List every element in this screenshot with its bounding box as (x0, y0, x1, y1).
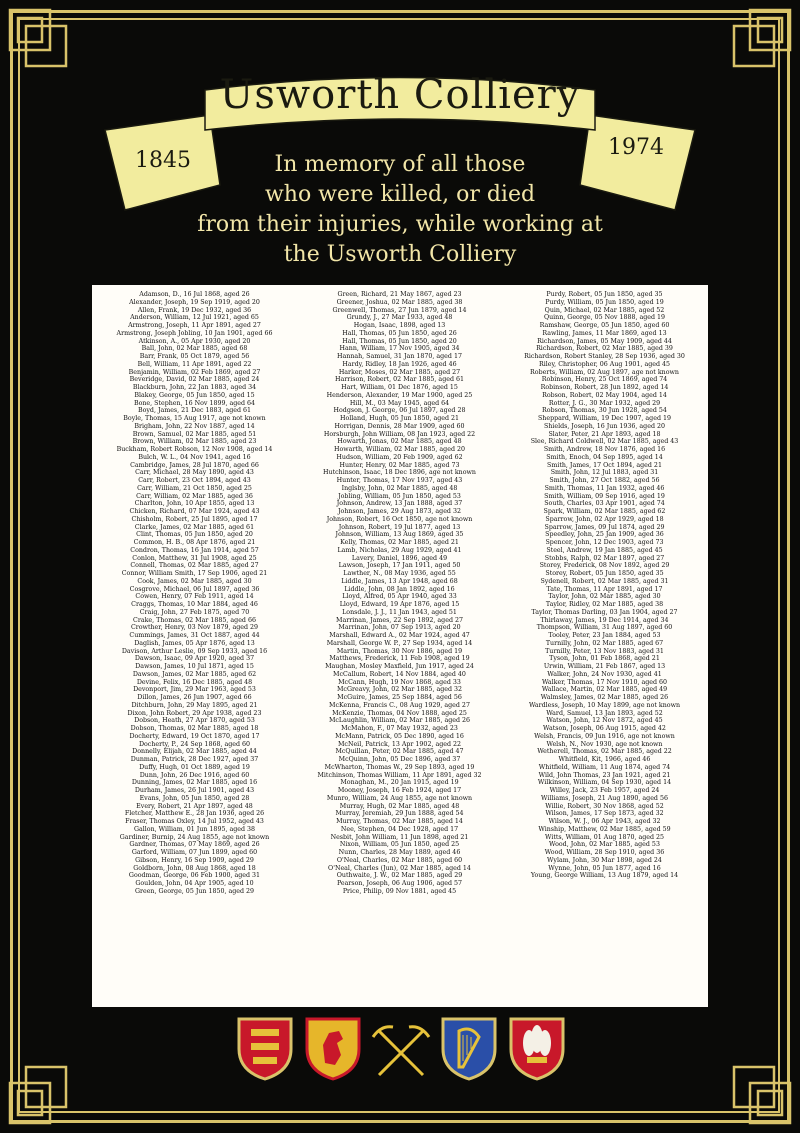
name-entry: Slee, Richard Coldwell, 02 Mar 1885, aged 43 (530, 438, 679, 446)
name-entry: Docherty, P., 24 Sep 1868, aged 60 (138, 740, 251, 748)
name-entry: Clarke, James, 02 Mar 1885, aged 61 (134, 523, 255, 531)
year-start: 1845 (135, 148, 191, 173)
name-entry: Martin, Thomas, 30 Nov 1886, aged 19 (336, 647, 463, 655)
name-entry: Chicken, Richard, 07 Mar 1924, aged 43 (129, 508, 260, 515)
name-entry: Smith, James, 17 Oct 1894, aged 21 (547, 461, 662, 469)
name-entry: Lawson, Joseph, 17 Jan 1911, aged 50 (338, 562, 461, 570)
name-entry: Murray, Jeremiah, 29 Jun 1888, aged 54 (335, 810, 464, 818)
name-entry: Witts, William, 01 Aug 1870, aged 25 (544, 833, 665, 841)
name-entry: Marrinan, James, 22 Sep 1892, aged 27 (336, 616, 463, 624)
name-entry: Brown, William, 02 Mar 1885, aged 23 (132, 438, 257, 446)
wales-feathers-crest-icon (507, 1015, 567, 1081)
name-entry: Quin, Michael, 02 Mar 1885, aged 52 (544, 306, 665, 314)
name-entry: Speedley, John, 25 Jan 1909, aged 36 (545, 531, 664, 539)
name-entry: Crake, Thomas, 02 Mar 1885, aged 66 (133, 616, 256, 624)
name-entry: Wallace, Martin, 02 Mar 1885, aged 49 (541, 686, 668, 694)
name-entry: Hunter, Thomas, 17 Nov 1937, aged 43 (336, 477, 463, 484)
name-entry: Mitchinson, Thomas William, 11 Apr 1891, aged 32 (317, 771, 482, 779)
name-entry: McMann, Patrick, 05 Dec 1890, aged 16 (335, 732, 464, 740)
name-entry: Robinson, Robert, 28 Jun 1892, aged 14 (540, 384, 669, 391)
name-entry: Blakey, George, 05 Jun 1850, aged 15 (134, 391, 255, 399)
name-entry: Allen, Frank, 19 Dec 1932, aged 36 (137, 306, 252, 314)
name-entry: Holland, Hugh, 05 Jun 1850, aged 21 (339, 415, 460, 422)
name-entry: Hudson, William, 20 Feb 1909, aged 62 (336, 453, 463, 461)
name-entry: Grundy, J., 27 Mar 1933, aged 48 (346, 314, 453, 322)
name-entry: Steel, Andrew, 19 Jan 1885, aged 45 (546, 546, 663, 554)
names-column-1 (92, 291, 297, 896)
name-entry: Dobson, Thomas, 02 Mar 1885, aged 18 (130, 725, 259, 732)
name-entry: Stobbs, Ralph, 02 Mar 1897, aged 27 (544, 554, 665, 562)
name-entry: Green, Richard, 21 May 1867, aged 23 (337, 291, 462, 298)
name-entry: Green, George, 05 Jun 1850, aged 29 (134, 887, 255, 895)
name-entry: Lonsdale, J. J., 11 Jan 1943, aged 51 (342, 608, 457, 616)
name-entry: Turnilly, John, 02 Mar 1885, aged 67 (545, 639, 664, 647)
name-entry: Hall, Thomas, 05 Jun 1850, aged 20 (342, 337, 457, 345)
name-entry: Ramshaw, George, 05 Jun 1850, aged 60 (539, 322, 670, 329)
name-entry: Dixon, John Robert, 29 Apr 1938, aged 23 (127, 709, 262, 717)
name-entry: Tyson, John, 01 Feb 1868, aged 21 (549, 655, 660, 663)
name-entry: Hunter, Henry, 02 Mar 1885, aged 73 (339, 461, 460, 469)
name-entry: Wilkinson, William, 04 Sep 1930, aged 14 (537, 779, 672, 787)
name-entry: Bell, William, 11 Apr 1891, aged 22 (137, 360, 252, 368)
name-entry: Davison, Arthur Leslie, 09 Sep 1933, aged 16 (121, 647, 268, 655)
name-entry: Greener, Joshua, 02 Mar 1885, aged 38 (336, 298, 463, 306)
name-entry: Price, Philip, 09 Nov 1881, aged 45 (342, 887, 457, 895)
ireland-harp-crest-icon (439, 1015, 499, 1081)
name-entry: Lamb, Nicholas, 29 Aug 1929, aged 41 (337, 546, 462, 554)
name-entry: Bulch, W. L., 04 Nov 1941, aged 16 (138, 453, 251, 461)
name-entry: Storey, Robert, 05 Jun 1850, aged 35 (545, 570, 664, 577)
name-entry: Murray, Thomas, 02 Mar 1885, aged 14 (336, 818, 463, 825)
name-entry: Armstrong, Joseph, 11 Apr 1891, aged 27 (128, 322, 261, 329)
name-entry: Matthews, Frederick, 11 Feb 1908, aged 19 (329, 655, 470, 663)
name-entry: Wood, John, 02 Mar 1885, aged 53 (549, 841, 660, 849)
name-entry: Carr, William, 02 Mar 1885, aged 36 (136, 492, 253, 500)
name-entry: Rotter, J. G., 30 Mar 1932, aged 29 (548, 399, 661, 407)
name-entry: Taylor, John, 02 Mar 1885, aged 30 (548, 593, 661, 601)
name-entry: Outhwaite, J. W., 02 Mar 1885, aged 29 (336, 872, 463, 880)
scotland-crest-icon (303, 1015, 363, 1081)
name-entry: Harrison, Robert, 02 Mar 1885, aged 61 (334, 376, 464, 384)
name-entry: Clint, Thomas, 05 Jun 1850, aged 20 (136, 531, 253, 539)
names-column-2 (297, 291, 502, 896)
name-entry: Alexander, Joseph, 19 Sep 1919, aged 20 (129, 298, 260, 306)
name-entry: Dobson, Heath, 27 Apr 1870, aged 53 (134, 717, 255, 725)
memorial-line: In memory of all those (274, 152, 526, 177)
name-entry: Walker, John, 24 Nov 1930, aged 41 (547, 670, 662, 678)
name-entry: Wardless, Joseph, 10 May 1899, age not known (528, 701, 681, 709)
name-entry: Goodman, George, 06 Feb 1900, aged 31 (128, 872, 261, 880)
name-entry: Dunn, John, 26 Dec 1916, aged 60 (139, 771, 250, 779)
name-entry: Craig, John, 27 Feb 1875, aged 70 (139, 608, 250, 616)
name-entry: Lloyd, Edward, 19 Apr 1876, aged 15 (339, 601, 460, 608)
name-entry: Cowen, Henry, 07 Feb 1911, aged 14 (135, 593, 254, 601)
corner-knot-icon (6, 6, 70, 70)
name-entry: Marshall, Edward A., 02 Mar 1924, aged 47 (329, 632, 470, 639)
name-entry: Wild, John Thomas, 23 Jan 1921, aged 21 (538, 771, 671, 779)
name-entry: Wynne, John, 05 Jun 1877, aged 16 (548, 864, 661, 872)
name-entry: McGreavy, John, 02 Mar 1885, aged 32 (336, 686, 463, 694)
name-entry: McQuinn, John, 05 Dec 1896, aged 37 (338, 756, 461, 763)
name-entry: Monaghan, M., 20 Jan 1915, aged 19 (340, 779, 459, 787)
name-entry: McGuire, James, 25 Sep 1884, aged 56 (337, 694, 462, 701)
name-entry: Spark, William, 02 Mar 1885, aged 62 (543, 508, 666, 515)
name-entry: Anderson, William, 12 Jul 1921, aged 65 (130, 314, 259, 322)
name-entry: Charlton, John, 10 Apr 1855, aged 13 (134, 500, 255, 508)
name-entry: Purdy, William, 05 Jun 1850, aged 19 (545, 298, 664, 306)
name-entry: McMahon, F., 07 May 1932, aged 23 (341, 725, 458, 732)
page-title: Usworth Colliery (219, 72, 581, 118)
name-entry: Smith, John, 12 Jul 1883, aged 31 (550, 469, 659, 477)
name-entry: Robson, Robert, 02 May 1904, aged 14 (542, 391, 667, 399)
name-entry: Sparrow, James, 09 Jul 1874, aged 29 (544, 523, 665, 531)
name-entry: Johnson, Robert, 19 Jul 1877, aged 13 (338, 523, 461, 531)
name-entry: Carr, Robert, 23 Oct 1894, aged 43 (138, 477, 251, 484)
name-entry: Kelly, Thomas, 02 Mar 1885, aged 21 (340, 539, 459, 546)
memorial-text (150, 150, 650, 270)
name-entry: Fletcher, Matthew E., 28 Jan 1936, aged 26 (124, 810, 265, 818)
name-entry: Shields, Joseph, 16 Jun 1936, aged 20 (544, 422, 665, 430)
name-entry: Smith, William, 09 Sep 1916, aged 19 (544, 492, 665, 500)
name-entry: Duffy, Hugh, 01 Oct 1889, aged 19 (139, 763, 250, 771)
name-entry: Atkinson, A., 05 Apr 1930, aged 20 (138, 337, 251, 345)
name-entry: Hutchinson, Isaac, 18 Dec 1896, age not known (323, 469, 476, 477)
names-panel (92, 285, 708, 1007)
name-entry: McKenna, Francis C., 08 Aug 1929, aged 27 (329, 701, 470, 709)
name-entry: Young, George William, 13 Aug 1879, aged 14 (530, 872, 679, 880)
name-entry: Tooley, Peter, 23 Jan 1884, aged 53 (548, 632, 661, 639)
name-entry: Mooney, Joseph, 16 Feb 1924, aged 17 (337, 787, 462, 794)
name-entry: Hogan, Isaac, 1898, aged 13 (353, 322, 446, 329)
name-entry: Rawling, James, 11 Mar 1869, aged 13 (542, 329, 667, 337)
name-entry: Nixon, William, 05 Jun 1850, aged 25 (339, 841, 460, 849)
name-entry: Greenwell, Thomas, 27 Jun 1879, aged 14 (332, 306, 467, 314)
name-entry: Goulden, John, 04 Apr 1905, aged 10 (135, 880, 254, 887)
name-entry: Brigham, John, 22 Nov 1887, aged 14 (134, 422, 255, 430)
name-entry: Robinson, Henry, 25 Oct 1869, aged 74 (541, 376, 668, 384)
name-entry: Boyle, Thomas, 15 Aug 1917, age not known (123, 415, 266, 422)
name-entry: Taylor, Ridley, 02 Mar 1885, aged 38 (545, 601, 664, 608)
name-entry: Marshall, George W. P., 27 Sep 1934, aged 14 (326, 639, 473, 647)
crests-row (0, 1015, 800, 1085)
name-entry: Sheppard, William, 19 Dec 1907, aged 19 (537, 415, 671, 422)
name-entry: Lloyd, Alfred, 05 Apr 1940, aged 33 (342, 593, 457, 601)
name-entry: Every, Robert, 21 Apr 1897, aged 48 (136, 802, 253, 810)
name-entry: Ward, Samuel, 13 Jan 1893, aged 52 (546, 709, 663, 717)
name-entry: Smith, John, 27 Oct 1882, aged 56 (549, 477, 660, 484)
name-entry: Docherty, Edward, 19 Oct 1870, aged 17 (129, 732, 260, 740)
name-entry: Dunning, James, 02 Mar 1885, aged 16 (131, 779, 258, 787)
memorial-line: who were killed, or died (264, 182, 536, 207)
name-entry: Condron, Thomas, 16 Jan 1914, aged 57 (130, 546, 259, 554)
name-entry: Lavery, Daniel, 1896, aged 49 (351, 554, 448, 562)
name-entry: Gallon, William, 01 Jun 1895, aged 38 (133, 825, 256, 833)
name-entry: Fraser, Thomas Oxley, 14 Jul 1952, aged 43 (125, 818, 264, 825)
name-entry: Nunn, Charles, 28 May 1889, aged 46 (338, 849, 461, 856)
name-entry: Smith, Thomas, 11 Jan 1932, aged 46 (544, 484, 665, 492)
name-entry: Buckham, Robert Robson, 12 Nov 1908, aged 14 (116, 446, 273, 453)
name-entry: Dillon, James, 26 Jun 1907, aged 66 (137, 694, 252, 701)
name-entry: Taylor, Thomas Darling, 03 Jan 1904, aged 27 (531, 608, 678, 616)
memorial-line: the Usworth Colliery (283, 242, 517, 267)
name-entry: Boyd, James, 21 Dec 1883, aged 61 (137, 407, 252, 415)
name-entry: Pearson, Joseph, 06 Aug 1906, aged 57 (336, 880, 463, 887)
name-entry: Gibson, Henry, 16 Sep 1909, aged 29 (135, 856, 254, 864)
name-entry: Richardson, Robert, 02 Mar 1885, aged 39 (536, 345, 673, 353)
name-entry: Cambridge, James, 28 Jul 1870, aged 66 (130, 461, 259, 469)
names-column-3 (502, 291, 707, 880)
name-entry: Conlon, Matthew, 31 Jul 1908, aged 25 (132, 554, 257, 562)
name-entry: Richardson, James, 05 May 1909, aged 44 (537, 337, 672, 345)
name-entry: Whitfield, Kit, 1966, aged 46 (558, 756, 651, 763)
name-entry: Gardner, Thomas, 07 May 1869, aged 26 (129, 841, 260, 849)
name-entry: Bone, Stephen, 16 Nov 1899, aged 64 (133, 399, 256, 407)
name-entry: Inglsby, John, 02 Mar 1885, aged 48 (341, 484, 458, 492)
name-entry: O'Neal, Charles (Jun), 02 Mar 1885, aged 14 (328, 864, 471, 872)
name-entry: Sparrow, John, 02 Apr 1929, aged 18 (545, 515, 664, 523)
name-entry: Craggs, Thomas, 10 Mar 1884, aged 46 (131, 601, 258, 608)
name-entry: Riley, Christopher, 06 Aug 1901, aged 45 (538, 360, 671, 368)
name-entry: Beveridge, David, 02 Mar 1885, aged 24 (129, 376, 260, 384)
name-entry: Howarth, William, 02 Mar 1885, aged 20 (334, 446, 465, 453)
name-entry: Dunman, Patrick, 28 Dec 1927, aged 37 (130, 756, 259, 763)
name-entry: Wood, William, 28 Sep 1910, aged 36 (544, 849, 665, 856)
name-entry: Devonport, Jim, 29 Mar 1963, aged 53 (133, 686, 256, 694)
name-entry: Welsh, N., Nov 1930, age not known (546, 740, 663, 748)
name-entry: Willey, Jack, 23 Feb 1957, aged 24 (549, 787, 660, 794)
name-entry: Urwin, William, 21 Feb 1867, aged 13 (543, 663, 666, 670)
name-entry: McLaughlin, William, 02 Mar 1885, aged 26 (328, 717, 471, 725)
name-entry: Slater, Peter, 21 Apr 1893, aged 18 (548, 430, 661, 438)
name-entry: McCann, Hugh, 19 Nov 1868, aged 33 (338, 678, 461, 686)
name-entry: Armstrong, Joseph Jobling, 10 Jan 1901, aged 66 (116, 329, 273, 337)
name-entry: O'Neal, Charles, 02 Mar 1885, aged 60 (336, 856, 463, 864)
name-entry: Wylam, John, 30 Mar 1898, aged 24 (547, 856, 662, 864)
name-entry: Purdy, Robert, 05 Jun 1850, aged 35 (546, 291, 663, 298)
name-entry: Chisholm, Robert, 25 Jul 1895, aged 17 (131, 515, 258, 523)
name-entry: Thompson, William, 31 Aug 1897, aged 60 (536, 624, 673, 632)
name-entry: Liddle, James, 13 Apr 1948, aged 68 (341, 577, 458, 585)
name-entry: Hill, M., 03 May 1945, aged 64 (349, 399, 450, 407)
england-crest-icon (235, 1015, 295, 1081)
name-entry: Connor, William Smith, 17 Sep 1906, aged 21 (121, 570, 268, 577)
name-entry: Smith, Andrew, 18 Nov 1876, aged 16 (543, 446, 666, 453)
name-entry: Howarth, Jonas, 02 Mar 1885, aged 48 (337, 438, 462, 446)
name-entry: Horsburgh, John William, 08 Jan 1923, aged 22 (323, 430, 476, 438)
name-entry: Durham, James, 26 Jul 1901, aged 43 (134, 787, 255, 794)
name-entry: Hodgson, J. George, 06 Jul 1897, aged 28 (333, 407, 466, 415)
name-entry: Dawson, James, 10 Jul 1871, aged 15 (135, 663, 254, 670)
name-entry: McCallum, Robert, 14 Nov 1884, aged 40 (333, 670, 466, 678)
name-entry: Devine, Felix, 16 Dec 1885, aged 48 (136, 678, 253, 686)
name-entry: Whitfield, William, 11 Aug 1874, aged 74 (538, 763, 671, 771)
name-entry: Brown, Samuel, 02 Mar 1885, aged 51 (132, 430, 257, 438)
name-entry: Johnson, James, 29 Aug 1873, aged 32 (338, 508, 461, 515)
name-entry: Watson, Joseph, 06 Aug 1915, aged 42 (543, 725, 666, 732)
name-entry: Johnson, Andrew, 13 Jan 1888, aged 37 (336, 500, 463, 508)
name-entry: Benjamin, William, 02 Feb 1869, aged 27 (128, 368, 261, 376)
name-entry: Common, H. B., 08 Apr 1876, aged 21 (133, 539, 256, 546)
name-entry: Johnson, Robert, 16 Oct 1850, age not known (326, 515, 473, 523)
name-entry: South, Charles, 03 Apr 1901, aged 74 (544, 500, 665, 508)
name-entry: Dawson, James, 02 Mar 1885, aged 62 (132, 670, 257, 678)
name-entry: Horrigan, Dennis, 28 Mar 1909, aged 60 (334, 422, 465, 430)
name-entry: Daglish, James, 05 Apr 1876, aged 13 (134, 639, 255, 647)
name-entry: Cook, James, 02 Mar 1885, aged 30 (137, 577, 252, 585)
name-entry: McNeil, Patrick, 13 Apr 1902, aged 22 (337, 740, 462, 748)
name-entry: Smith, Enoch, 04 Sep 1895, aged 14 (546, 453, 663, 461)
name-entry: Tate, Thomas, 11 Apr 1891, aged 17 (546, 585, 663, 593)
name-entry: Wilson, James, 17 Sep 1873, aged 32 (545, 810, 664, 818)
name-entry: Walker, Thomas, 17 Nov 1910, aged 60 (541, 678, 668, 686)
name-entry: Thirlaway, James, 19 Dec 1914, aged 34 (540, 616, 669, 624)
name-entry: Carr, Michael, 28 May 1890, aged 43 (135, 469, 254, 477)
memorial-line: from their injuries, while working at (197, 212, 603, 237)
year-end: 1974 (608, 135, 664, 160)
name-entry: Nee, Stephen, 04 Dec 1928, aged 17 (340, 825, 459, 833)
corner-knot-icon (730, 6, 794, 70)
name-entry: Hardy, Ridley, 18 Jan 1926, aged 46 (342, 360, 457, 368)
name-entry: Blackburn, John, 22 Jan 1883, aged 34 (132, 384, 257, 391)
name-entry: Murray, Hugh, 02 Mar 1885, aged 48 (339, 802, 460, 810)
name-entry: Willie, Robert, 30 Nov 1868, aged 52 (545, 802, 664, 810)
name-entry: Williams, Joseph, 21 Aug 1890, aged 56 (541, 794, 668, 802)
name-entry: Liddle, John, 08 Jan 1892, aged 16 (344, 585, 455, 593)
name-entry: Maughan, Mosley Maxfield, Jun 1917, aged 24 (325, 663, 474, 670)
name-entry: Turnilly, Peter, 13 Nov 1883, aged 31 (545, 647, 664, 655)
name-entry: Walmsley, James, 02 Mar 1885, aged 26 (540, 694, 669, 701)
name-entry: Munro, William, 24 Aug 1855, age not known (326, 794, 473, 802)
crossed-picks-icon (371, 1023, 431, 1079)
name-entry: Quinn, George, 05 Nov 1888, aged 19 (543, 314, 666, 322)
name-entry: Roberts, William, 02 Aug 1897, age not known (530, 368, 679, 376)
name-entry: McKenzie, Thomas, 04 Nov 1888, aged 25 (332, 709, 467, 717)
name-entry: Barr, Frank, 05 Oct 1879, aged 56 (139, 353, 250, 360)
name-entry: Spencer, John, 12 Dec 1903, aged 73 (545, 539, 664, 546)
name-entry: Cosgrove, Michael, 06 Jul 1897, aged 36 (129, 585, 260, 593)
name-entry: Adamson, D., 16 Jul 1868, aged 26 (139, 291, 250, 298)
name-entry: Hall, Thomas, 05 Jun 1850, aged 26 (342, 329, 457, 337)
name-entry: Hann, William, 17 Nov 1905, aged 34 (339, 345, 460, 353)
name-entry: Goldborn, John, 08 Aug 1868, aged 18 (133, 864, 256, 872)
name-entry: Watson, John, 12 Nov 1872, aged 45 (546, 717, 663, 725)
name-entry: Ditchburn, John, 29 May 1895, aged 21 (131, 701, 258, 709)
name-entry: Storey, Frederick, 08 Nov 1892, aged 29 (539, 562, 670, 570)
name-entry: Wetherell, Thomas, 02 Mar 1885, aged 22 (537, 748, 672, 756)
name-entry: Robson, Thomas, 30 Jun 1928, aged 54 (542, 407, 667, 415)
name-entry: Wilson, W. J., 06 Apr 1943, aged 32 (548, 818, 661, 825)
name-entry: Lawther, N., 08 May 1936, aged 55 (343, 570, 456, 577)
name-entry: Welsh, Francis, 09 Jun 1916, age not known (534, 732, 675, 740)
name-entry: Hart, William, 01 Dec 1876, aged 15 (341, 384, 458, 391)
name-entry: McQuillan, Peter, 02 Mar 1885, aged 47 (335, 748, 464, 756)
name-entry: Henderson, Alexander, 19 Mar 1900, aged 25 (326, 391, 473, 399)
name-entry: Winship, Matthew, 02 Mar 1885, aged 59 (538, 825, 671, 833)
name-entry: Harker, Moses, 02 Mar 1885, aged 27 (338, 368, 461, 376)
name-entry: Crowther, Henry, 03 Nov 1879, aged 29 (130, 624, 259, 632)
name-entry: McWharton, Thomas W., 29 Sep 1893, aged 19 (324, 763, 475, 771)
name-entry: Carr, William, 21 Oct 1850, aged 25 (137, 484, 252, 492)
name-entry: Johnson, William, 13 Aug 1869, aged 35 (335, 531, 464, 539)
name-entry: Dawson, Isaac, 09 Apr 1920, aged 37 (134, 655, 255, 663)
name-entry: Jobling, William, 05 Jun 1850, aged 53 (338, 492, 461, 500)
name-entry: Sydenell, Robert, 02 Mar 1885, aged 31 (540, 577, 669, 585)
name-entry: Marrinan, John, 07 Sep 1913, aged 20 (338, 624, 461, 632)
name-entry: Cummings, James, 31 Oct 1887, aged 44 (129, 632, 260, 639)
name-entry: Connell, Thomas, 02 Mar 1885, aged 27 (130, 562, 259, 570)
name-entry: Ball, John, 02 Mar 1885, aged 68 (141, 345, 248, 353)
name-entry: Richardson, Robert Stanley, 28 Sep 1936, aged 30 (524, 353, 685, 360)
name-entry: Gardiner, Burnip, 24 Aug 1855, age not known (119, 833, 270, 841)
name-entry: Nesbit, John William, 11 Jun 1898, aged 21 (330, 833, 469, 841)
name-entry: Donnelly, Elijah, 02 Mar 1885, aged 44 (132, 748, 257, 756)
name-entry: Evans, John, 05 Jun 1850, aged 28 (139, 794, 250, 802)
name-entry: Hannah, Samuel, 31 Jan 1870, aged 17 (337, 353, 462, 360)
name-entry: Garford, William, 07 Jun 1899, aged 60 (131, 849, 258, 856)
